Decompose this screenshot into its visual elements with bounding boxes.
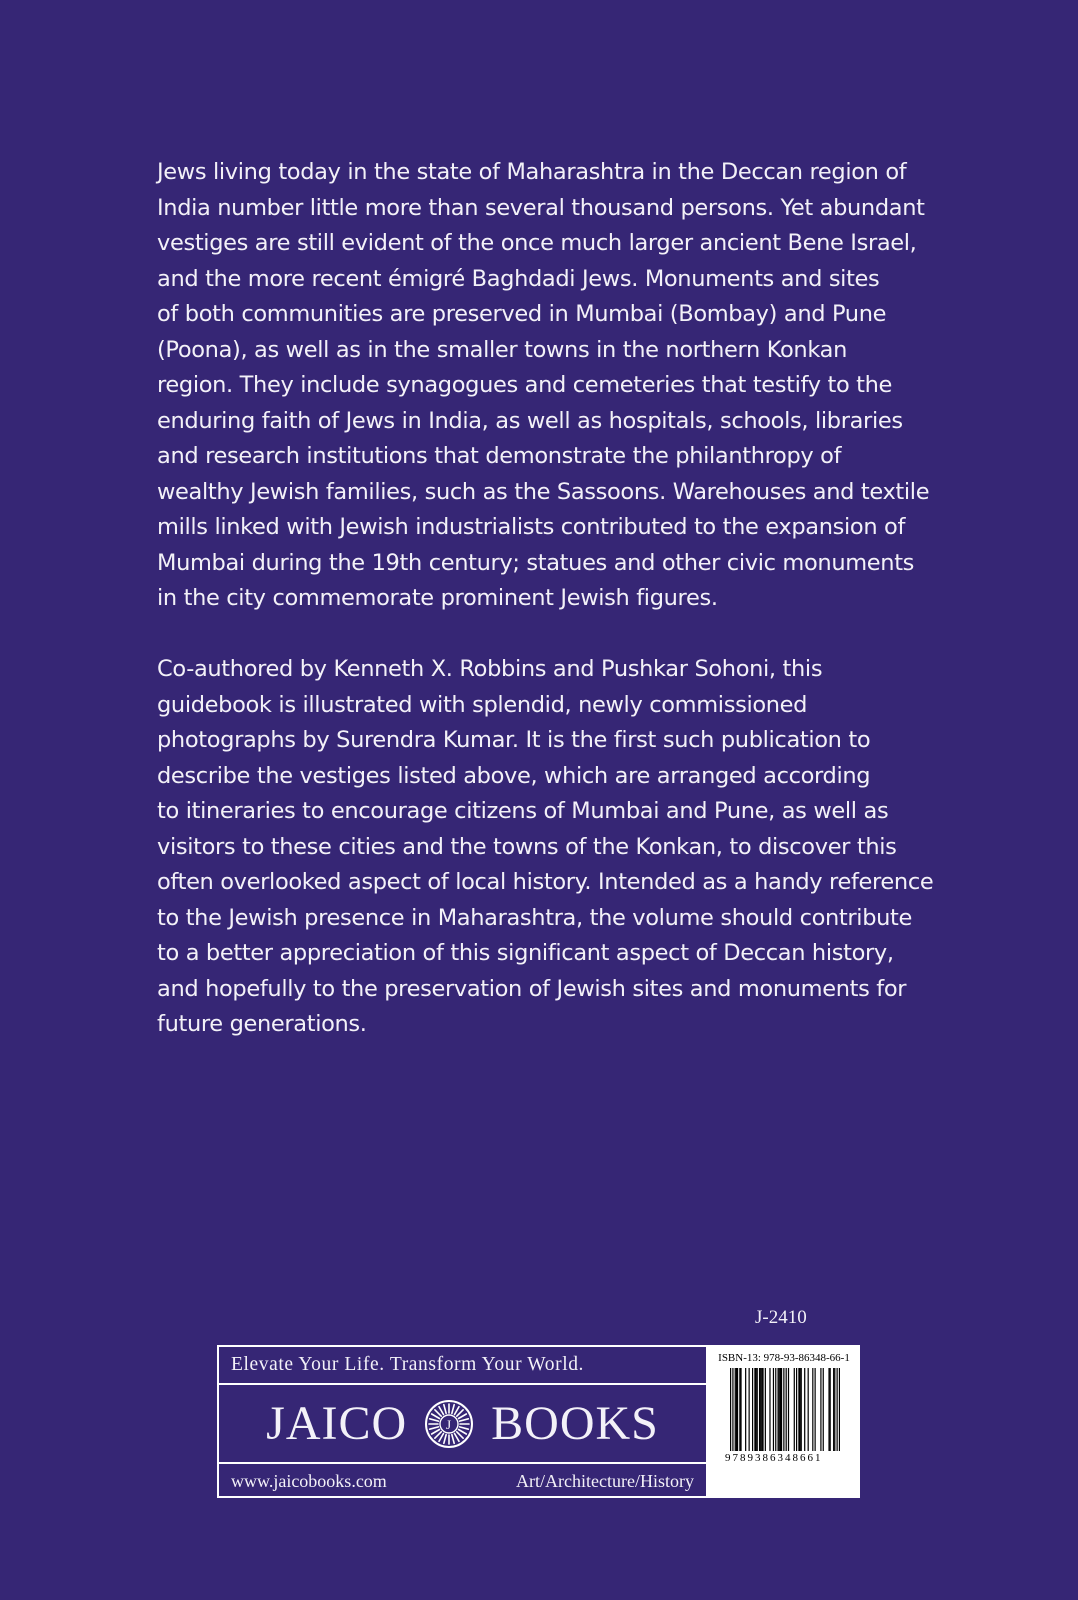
barcode-bar (801, 1368, 802, 1451)
barcode-bar (739, 1368, 740, 1451)
sunburst-ray (439, 1433, 444, 1441)
barcode-bar (762, 1368, 763, 1451)
barcode-bar (779, 1368, 780, 1451)
barcode-bar (749, 1368, 750, 1451)
publisher-footer (219, 1464, 706, 1498)
sunburst-logo-icon (423, 1398, 475, 1450)
sunburst-ray (435, 1409, 441, 1415)
barcode-bar (736, 1368, 737, 1451)
sunburst-ray (444, 1404, 446, 1413)
sunburst-ray (432, 1429, 440, 1434)
barcode-bar (828, 1368, 829, 1451)
sunburst-ray (455, 1406, 460, 1414)
barcode-bar (775, 1368, 776, 1451)
barcode-bar (808, 1368, 809, 1451)
barcode-bar (783, 1368, 784, 1451)
barcode-bar (781, 1368, 782, 1451)
barcode-bar (737, 1368, 738, 1451)
barcode-bar (830, 1368, 831, 1451)
barcode-bar (759, 1368, 760, 1451)
barcode-bar (730, 1368, 731, 1451)
sunburst-ray (444, 1434, 446, 1443)
publisher-website: www.jaicobooks.com (231, 1471, 387, 1491)
barcode-bar (839, 1368, 840, 1451)
catalog-code: J-2410 (755, 1307, 807, 1328)
barcode-bar (757, 1368, 758, 1451)
barcode-bar (755, 1368, 756, 1451)
isbn-label: ISBN-13: 978-93-86348-66-1 (718, 1352, 850, 1364)
barcode-bar (820, 1368, 821, 1451)
barcode-bar (788, 1368, 789, 1451)
barcode-bar (765, 1368, 766, 1451)
sunburst-ray (439, 1406, 444, 1414)
sunburst-ray (452, 1434, 454, 1443)
barcode-bar (799, 1368, 800, 1451)
barcode-bar (761, 1368, 762, 1451)
barcode-bar (760, 1368, 761, 1451)
logo-letter: J (446, 1416, 453, 1432)
blurb-paragraph-2: Co-authored by Kenneth X. Robbins and Pushkar Sohoni, this guidebook is illustrated with splendid, newly commissioned photographs by Surendra Kumar. It is the first such publication to describe the vestiges listed above, which are arranged according to itineraries to encourage citizens of Mumbai and Pune, as well as visitors to these cities and the towns of the Konkan, to discover this often overlooked aspect of local history. Intended as a handy reference to the Jewish presence in Maharashtra, the volume should contribute to a better appreciation of this significant aspect of Deccan history, and hopefully to the preservation of Jewish sites and monuments for future generations. (157, 656, 934, 1037)
barcode-bar (812, 1368, 813, 1451)
barcode-bar (815, 1368, 816, 1451)
barcode-box (708, 1345, 860, 1498)
barcode-bar (837, 1368, 838, 1451)
blurb-paragraph-1: Jews living today in the state of Maharashtra in the Deccan region of India number little more than several thousand persons. Yet abundant vestiges are still evident of the once much larger ancient Bene Israel, and the more recent émigré Baghdadi Jews. Monuments and sites of both communities are preserved in Mumbai (Bombay) and Pune (Poona), as well as in the smaller towns in the northern Konkan region. They include synagogues and cemeteries that testify to the enduring faith of Jews in India, as well as hospitals, schools, libraries and research institutions that demonstrate the philanthropy of wealthy Jewish families, such as the Sassoons. Warehouses and textile mills linked with Jewish industrialists contributed to the expansion of Mumbai during the 19th century; statues and other civic monuments in the city commemorate prominent Jewish figures. (157, 159, 930, 611)
sunburst-ray (455, 1433, 460, 1441)
barcode-digits: 9789386348661 (725, 1452, 823, 1464)
publisher-logo (219, 1385, 706, 1464)
barcode-bar (798, 1368, 799, 1451)
barcode-bar (786, 1368, 787, 1451)
barcode-bar (732, 1368, 733, 1451)
sunburst-ray (459, 1414, 467, 1419)
barcode-bar (777, 1368, 778, 1451)
sunburst-ray (430, 1418, 439, 1420)
barcode-bar (754, 1368, 755, 1451)
publisher-name-left: JAICO (266, 1397, 408, 1450)
sunburst-ray (457, 1409, 463, 1415)
publisher-name-right: BOOKS (491, 1397, 659, 1450)
publisher-tagline: Elevate Your Life. Transform Your World. (219, 1347, 706, 1385)
barcode-icon (730, 1368, 840, 1451)
sunburst-ray (435, 1431, 441, 1437)
publisher-panel (217, 1345, 708, 1498)
book-category: Art/Architecture/History (516, 1471, 694, 1491)
barcode-bar (780, 1368, 781, 1451)
barcode-bar (773, 1368, 774, 1451)
barcode-bar (804, 1368, 805, 1451)
sunburst-ray (459, 1429, 467, 1434)
barcode-bar (745, 1368, 746, 1451)
barcode-bar (823, 1368, 824, 1451)
sunburst-ray (460, 1418, 469, 1420)
barcode-bar (796, 1368, 797, 1451)
barcode-bar (740, 1368, 741, 1451)
barcode-bar (794, 1368, 795, 1451)
barcode-bar (752, 1368, 753, 1451)
sunburst-ray (457, 1431, 463, 1437)
barcode-bar (735, 1368, 736, 1451)
sunburst-ray (460, 1426, 469, 1428)
barcode-bar (769, 1368, 770, 1451)
sunburst-ray (452, 1404, 454, 1413)
sunburst-ray (430, 1426, 439, 1428)
barcode-bar (833, 1368, 834, 1451)
sunburst-ray (432, 1414, 440, 1419)
barcode-bar (834, 1368, 835, 1451)
